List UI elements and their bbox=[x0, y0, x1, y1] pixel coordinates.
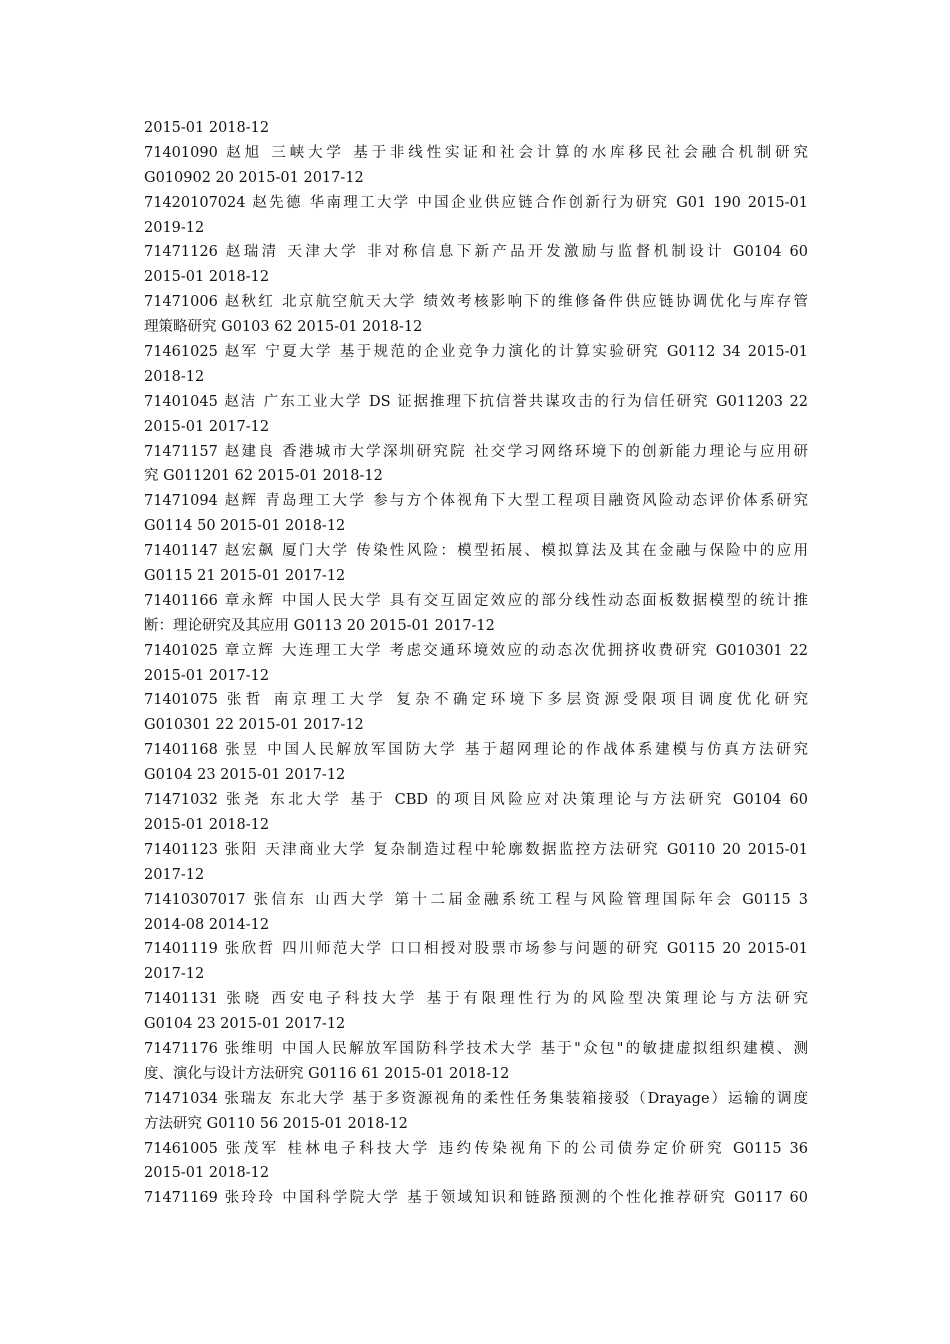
text-line: 2014-08 2014-12 bbox=[144, 916, 270, 933]
text-line: 71420107024 赵先德 华南理工大学 中国企业供应链合作创新行为研究 G01 190 2015-01 bbox=[144, 194, 808, 211]
text-line: 71401168 张昱 中国人民解放军国防大学 基于超网理论的作战体系建模与仿真方法研究 bbox=[144, 742, 808, 759]
text-line: 71401147 赵宏飙 厦门大学 传染性风险：模型拓展、模拟算法及其在金融与保险中的应用 bbox=[144, 543, 808, 560]
text-line: 2015-01 2018-12 bbox=[144, 120, 270, 136]
text-line: G010301 22 2015-01 2017-12 bbox=[144, 717, 364, 734]
text-line: 2015-01 2018-12 bbox=[144, 1165, 270, 1182]
text-line: 2017-12 bbox=[144, 866, 205, 883]
text-line: 2015-01 2017-12 bbox=[144, 667, 270, 684]
text-line: 71471032 张尧 东北大学 基于 CBD 的项目风险应对决策理论与方法研究 G0104 60 bbox=[144, 792, 808, 809]
text-line: G010902 20 2015-01 2017-12 bbox=[144, 169, 364, 186]
text-line: 71401075 张哲 南京理工大学 复杂不确定环境下多层资源受限项目调度优化研究 bbox=[144, 692, 808, 709]
text-line: 2019-12 bbox=[144, 219, 205, 236]
text-line: 度、演化与设计方法研究 G0116 61 2015-01 2018-12 bbox=[144, 1065, 510, 1082]
text-line: 71471169 张玲玲 中国科学院大学 基于领域知识和链路预测的个性化推荐研究 G0117 60 bbox=[144, 1190, 808, 1207]
text-line: 理策略研究 G0103 62 2015-01 2018-12 bbox=[144, 319, 423, 336]
text-line: 71471034 张瑞友 东北大学 基于多资源视角的柔性任务集装箱接驳（Drayage）运输的调度 bbox=[144, 1090, 808, 1107]
text-line: 71401131 张晓 西安电子科技大学 基于有限理性行为的风险型决策理论与方法研究 bbox=[144, 991, 808, 1008]
text-line: 71401123 张阳 天津商业大学 复杂制造过程中轮廓数据监控方法研究 G0110 20 2015-01 bbox=[144, 841, 808, 858]
text-line: 71471176 张维明 中国人民解放军国防科学技术大学 基于"众包"的敏捷虚拟组织建模、测 bbox=[144, 1040, 808, 1057]
text-line: 方法研究 G0110 56 2015-01 2018-12 bbox=[144, 1115, 408, 1132]
text-line: 2015-01 2017-12 bbox=[144, 418, 270, 435]
text-line: 71471126 赵瑞清 天津大学 非对称信息下新产品开发激励与监督机制设计 G0104 60 bbox=[144, 244, 808, 261]
text-line: 究 G011201 62 2015-01 2018-12 bbox=[144, 468, 383, 485]
text-line: 71401166 章永辉 中国人民大学 具有交互固定效应的部分线性动态面板数据模型的统计推 bbox=[144, 592, 808, 609]
text-line: 71461005 张茂军 桂林电子科技大学 违约传染视角下的公司债券定价研究 G0115 36 bbox=[144, 1140, 808, 1157]
text-line: 71401090 赵旭 三峡大学 基于非线性实证和社会计算的水库移民社会融合机制研究 bbox=[144, 144, 808, 161]
text-line: 2015-01 2018-12 bbox=[144, 269, 270, 286]
text-line: 71471157 赵建良 香港城市大学深圳研究院 社交学习网络环境下的创新能力理论与应用研 bbox=[144, 443, 808, 460]
text-line: 71410307017 张信东 山西大学 第十二届金融系统工程与风险管理国际年会 G0115 3 bbox=[144, 891, 808, 908]
text-line: 71401045 赵洁 广东工业大学 DS 证据推理下抗信誉共谋攻击的行为信任研究 G011203 22 bbox=[144, 393, 808, 410]
text-line: G0115 21 2015-01 2017-12 bbox=[144, 568, 346, 585]
text-line: 2018-12 bbox=[144, 368, 205, 385]
text-line: G0114 50 2015-01 2018-12 bbox=[144, 518, 346, 535]
text-line: G0104 23 2015-01 2017-12 bbox=[144, 1016, 346, 1033]
text-line: 71401025 章立辉 大连理工大学 考虑交通环境效应的动态次优拥挤收费研究 G010301 22 bbox=[144, 642, 808, 659]
text-line: G0104 23 2015-01 2017-12 bbox=[144, 767, 346, 784]
document-page bbox=[144, 116, 808, 1211]
text-line: 71471094 赵辉 青岛理工大学 参与方个体视角下大型工程项目融资风险动态评价体系研究 bbox=[144, 493, 808, 510]
text-line: 71401119 张欣哲 四川师范大学 口口相授对股票市场参与问题的研究 G0115 20 2015-01 bbox=[144, 941, 808, 958]
text-line: 2017-12 bbox=[144, 966, 205, 983]
text-line: 71461025 赵军 宁夏大学 基于规范的企业竞争力演化的计算实验研究 G0112 34 2015-01 bbox=[144, 344, 808, 361]
text-line: 2015-01 2018-12 bbox=[144, 816, 270, 833]
text-line: 断：理论研究及其应用 G0113 20 2015-01 2017-12 bbox=[144, 617, 495, 634]
text-line: 71471006 赵秋红 北京航空航天大学 绩效考核影响下的维修备件供应链协调优化与库存管 bbox=[144, 294, 808, 311]
